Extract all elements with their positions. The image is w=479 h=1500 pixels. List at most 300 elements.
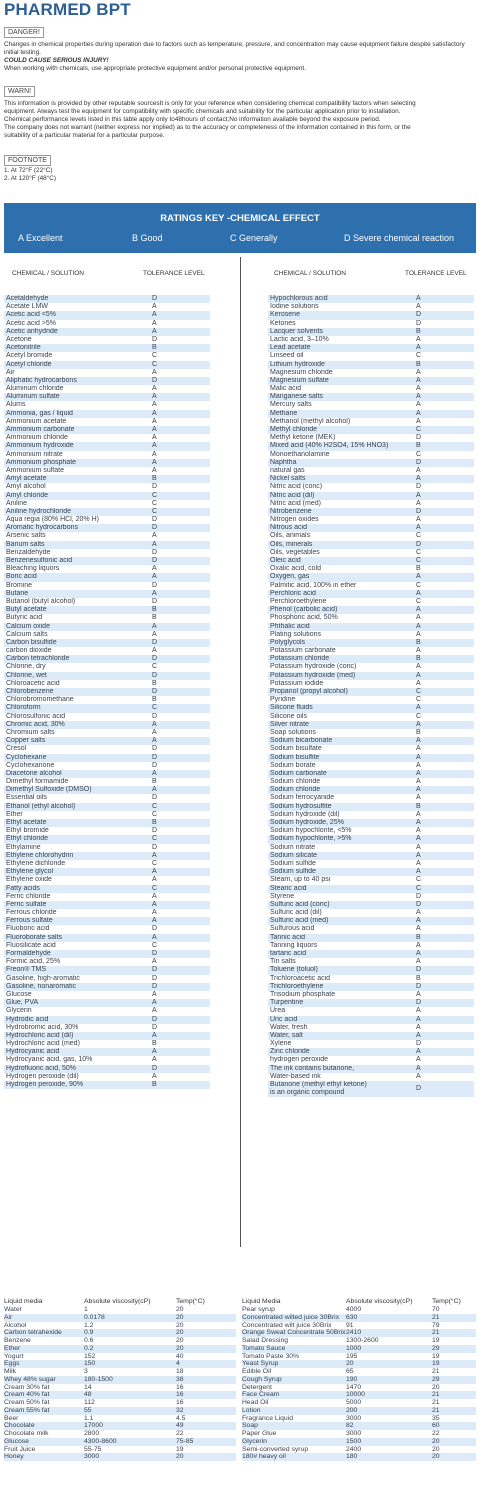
chemical-row (268, 557, 474, 565)
tolerance-level: A (152, 990, 157, 998)
tolerance-level: A (152, 540, 157, 548)
chemical-row (268, 860, 474, 868)
chemical-row (4, 500, 210, 508)
chemical-row (4, 754, 210, 762)
tolerance-level: D (152, 753, 158, 761)
chemical-row (268, 385, 474, 393)
chemical-row (268, 762, 474, 770)
tolerance-level: A (416, 368, 421, 376)
temperature-value: 29 (432, 1375, 440, 1383)
chemical-row (4, 770, 210, 778)
viscosity-value: 630 (346, 1313, 358, 1321)
chemical-row (4, 516, 210, 524)
tolerance-level: A (416, 335, 421, 343)
chemical-row (268, 852, 474, 860)
viscosity-row (242, 1430, 476, 1438)
chemical-row (268, 1007, 474, 1015)
tolerance-level: A (152, 900, 157, 908)
viscosity-row (4, 1329, 236, 1337)
chemical-name: Hydrodic acid (6, 1015, 49, 1023)
column-divider (240, 257, 241, 1247)
warn-line-3: Chemical performance levels listed in this table apply only to48hours of contact;No information available beyond the exposure period. (4, 116, 381, 123)
chemical-row (4, 295, 210, 303)
chemical-name: Lithium hydroxide (270, 360, 325, 368)
tolerance-level: A (152, 409, 157, 417)
chemical-row (4, 672, 210, 680)
tolerance-level: A (416, 614, 421, 622)
chemical-row (268, 492, 474, 500)
chemical-row (4, 361, 210, 369)
chemical-row (268, 803, 474, 811)
chemical-name: Ethyl chloride (6, 835, 49, 843)
chemical-name: Linseed oil (270, 352, 304, 360)
viscosity-value: 3000 (346, 1414, 362, 1422)
tolerance-level: A (416, 524, 421, 532)
viscosity-row (4, 1399, 236, 1407)
chemical-name: Acetaldehyde (6, 295, 49, 302)
tolerance-level: A (416, 851, 421, 859)
chemical-name: Dimethyl Sulfoxide (DMSO) (6, 786, 92, 794)
tolerance-level: A (416, 491, 421, 499)
chemical-row (4, 631, 210, 639)
viscosity-row (242, 1399, 476, 1407)
chemical-name: Aromatic hydrocarbons (6, 524, 78, 532)
viscosity-value: 1.2 (84, 1321, 94, 1329)
chemical-name-line-1: Butanone (methyl ethyl ketone) (270, 1081, 367, 1088)
chemical-name: Ethylamine (6, 843, 41, 851)
chemical-row (4, 582, 210, 590)
chemical-name: Calcium salts (6, 630, 48, 638)
liquid-medium: Paper Glue (242, 1430, 277, 1437)
chemical-name: Monoethanolamine (270, 450, 330, 458)
liquid-medium: Water (4, 1306, 22, 1313)
tolerance-level: A (152, 647, 157, 655)
chemical-row (268, 999, 474, 1007)
chemical-row (4, 1032, 210, 1040)
tolerance-level: C (152, 663, 158, 671)
tolerance-level: A (416, 1064, 421, 1072)
tolerance-level: C (152, 352, 158, 360)
chemical-row (4, 475, 210, 483)
chemical-name: Sulfurous acid (270, 925, 315, 933)
chemical-row (268, 361, 474, 369)
tolerance-level: C (416, 696, 422, 704)
chemical-name: Ammonium phosphate (6, 458, 77, 466)
tolerance-level: D (416, 1085, 422, 1092)
chemical-name: Phosphoric acid, 50% (270, 614, 338, 622)
chemical-row (268, 410, 474, 418)
chemical-name: Ethanol (ethyl alcohol) (6, 802, 76, 810)
tolerance-level: A (416, 295, 421, 302)
chemical-name: Soap solutions (270, 728, 316, 736)
chemical-row (268, 655, 474, 663)
tolerance-level: A (416, 745, 421, 753)
chemical-row (268, 729, 474, 737)
chemical-row (4, 614, 210, 622)
tolerance-level: D (416, 507, 422, 515)
chemical-row (4, 442, 210, 450)
chemical-name: Plating solutions (270, 630, 321, 638)
tolerance-level: B (152, 475, 157, 483)
viscosity-value: 2800 (84, 1430, 100, 1437)
chemical-row (4, 778, 210, 786)
chemical-row (4, 811, 210, 819)
temperature-value: 4 (176, 1360, 180, 1368)
chemical-name: Oils, animals (270, 532, 311, 540)
chemical-name: Sulfuric acid (conc) (270, 900, 330, 908)
chemical-name: Sodium borate (270, 761, 316, 769)
tolerance-level: C (152, 810, 158, 818)
right-chemical-table (268, 295, 474, 1097)
chemical-name: Sodium hydroxide (dil) (270, 810, 340, 818)
tolerance-level: D (416, 966, 422, 974)
chemical-name: Fatty acids (6, 884, 40, 892)
chemical-row (268, 516, 474, 524)
tolerance-level: B (152, 696, 157, 704)
tolerance-level: A (416, 679, 421, 687)
chemical-name: Tin salts (270, 958, 296, 966)
tolerance-level: A (152, 303, 157, 311)
chemical-row (268, 590, 474, 598)
chemical-row (268, 524, 474, 532)
tolerance-level: C (416, 581, 422, 589)
chemical-row (268, 925, 474, 933)
tolerance-level: D (416, 999, 422, 1007)
viscosity-row (4, 1322, 236, 1330)
chemical-name: Oxygen, gas (270, 573, 310, 581)
tolerance-level: D (152, 712, 158, 720)
chemical-row (268, 794, 474, 802)
viscosity-value: 48 (84, 1391, 92, 1399)
chemical-name: Cresol (6, 745, 27, 753)
chemical-row (4, 917, 210, 925)
chemical-name: Lacquer solvents (270, 327, 323, 335)
tolerance-level: A (152, 933, 157, 941)
tolerance-level: A (416, 720, 421, 728)
chemical-row (4, 467, 210, 475)
chemical-row (4, 1024, 210, 1032)
tolerance-level: A (152, 909, 157, 917)
chemical-name: Pyridine (270, 696, 296, 704)
chemical-name: Acetyl bromide (6, 352, 53, 360)
chemical-row (4, 942, 210, 950)
warn-line-5: suitability of a particular material for a particular purpose. (4, 132, 165, 139)
chemical-name-line-2: is an organic compound (270, 1088, 345, 1096)
tolerance-level: A (416, 663, 421, 671)
viscosity-row (4, 1446, 236, 1454)
chemical-row (4, 311, 210, 319)
chemical-row (4, 934, 210, 942)
chemical-name: Glycerin (6, 1007, 32, 1015)
tolerance-level: D (152, 295, 158, 302)
tolerance-level: D (152, 950, 158, 957)
chemical-row (268, 442, 474, 450)
temperature-value: 20 (176, 1344, 184, 1352)
viscosity-value: 91 (346, 1321, 354, 1329)
viscosity-value: 55 (84, 1406, 92, 1414)
chemical-row (268, 786, 474, 794)
tolerance-level: D (152, 794, 158, 802)
chemical-name: Oxalic acid, cold (270, 565, 321, 573)
chemical-name: tartaric acid (270, 950, 307, 957)
viscosity-row (242, 1391, 476, 1399)
chemical-name: Amyl acetate (6, 475, 47, 483)
tolerance-level: C (152, 941, 158, 949)
chemical-row (268, 459, 474, 467)
chemical-row (4, 369, 210, 377)
viscosity-row (4, 1368, 236, 1376)
chemical-name: Butanol (butyl alcohol) (6, 597, 76, 605)
chemical-row (4, 885, 210, 893)
chemical-row (4, 999, 210, 1007)
tolerance-level: A (416, 1031, 421, 1039)
tolerance-level: A (416, 401, 421, 409)
chemical-name: Sodium silicate (270, 851, 318, 859)
tolerance-level: A (152, 426, 157, 433)
viscosity-table-right (242, 1297, 476, 1461)
liquid-medium: Fragrance Liquid (242, 1414, 294, 1422)
chemical-name: Sodium sulfide (270, 859, 316, 867)
chemical-name: The ink contains butanone, (270, 1064, 355, 1072)
tolerance-level: A (416, 393, 421, 401)
tolerance-level: C (416, 884, 422, 892)
chemical-row (4, 762, 210, 770)
viscosity-row (242, 1415, 476, 1423)
tolerance-level: C (416, 426, 422, 433)
chemical-name: Fluosilicate acid (6, 941, 56, 949)
tolerance-level: A (416, 990, 421, 998)
tolerance-level: A (152, 565, 157, 573)
chemical-row (4, 680, 210, 688)
chemical-row (268, 508, 474, 516)
chemical-row (4, 713, 210, 721)
chemical-name: Nickel salts (270, 475, 306, 483)
tolerance-level: A (416, 466, 421, 474)
tolerance-level: A (152, 393, 157, 401)
temperature-value: 20 (432, 1437, 440, 1445)
chemical-name: Perchloroethylene (270, 597, 327, 605)
ratings-key-title: RATINGS KEY -CHEMICAL EFFECT (160, 213, 320, 224)
warn-label: WARN! (4, 86, 35, 97)
chemical-row (268, 983, 474, 991)
liquid-medium: Carbon tetrahexide (4, 1329, 62, 1337)
tolerance-level: D (416, 900, 422, 908)
chemical-name: Sodium hypochlorite, >5% (270, 835, 352, 843)
chemical-name: Iodine solutions (270, 303, 319, 311)
chemical-row (4, 688, 210, 696)
right-tol-header: TOLERANCE LEVEL (405, 270, 467, 277)
chemical-name: Essential oils (6, 794, 47, 802)
chemical-row (268, 868, 474, 876)
tolerance-level: A (416, 647, 421, 655)
tolerance-level: D (152, 966, 158, 974)
chemical-name: Sodium bicarbonate (270, 737, 333, 745)
chemical-name: Mixed acid (40% H2SO4, 15% HNO3) (270, 442, 389, 450)
chemical-row (4, 524, 210, 532)
chemical-row (4, 966, 210, 974)
tolerance-level: A (416, 859, 421, 867)
chemical-row (4, 893, 210, 901)
tolerance-level: C (416, 450, 422, 458)
tolerance-level: A (152, 1007, 157, 1015)
viscosity-row (242, 1368, 476, 1376)
tolerance-level: A (152, 622, 157, 630)
chemical-row (268, 958, 474, 966)
tolerance-level: D (152, 745, 158, 753)
liquid-medium: Glucose (4, 1437, 29, 1445)
temperature-value: 19 (432, 1352, 440, 1360)
chemical-name: Ethylene dichloride (6, 859, 66, 867)
tolerance-level: A (152, 630, 157, 638)
chemical-name: Aluminum sulfate (6, 393, 60, 401)
tolerance-level: B (416, 802, 421, 810)
viscosity-value: 180-1500 (84, 1375, 113, 1383)
chemical-name: Nitric acid (dil) (270, 491, 315, 499)
chemical-name: Glue, PVA (6, 999, 39, 1007)
tolerance-level: D (152, 638, 158, 646)
chemical-name: Ferrous chloride (6, 909, 57, 917)
chemical-row (268, 541, 474, 549)
chemical-row (268, 467, 474, 475)
chemical-name: Phthalic acid (270, 622, 310, 630)
liquid-medium: Concentrated wilt juice 30Brix (242, 1321, 332, 1329)
chemical-name: Formic acid, 25% (6, 958, 61, 966)
liquid-medium: Whey 48% sugar (4, 1375, 56, 1383)
tolerance-level: D (152, 827, 158, 835)
liquid-medium: Concentrated wilted juice 30Brix (242, 1313, 340, 1321)
liquid-medium: Orange Sweat Concentrate 50Brix (242, 1329, 346, 1337)
viscosity-value: 17000 (84, 1422, 103, 1430)
chemical-name: Butyl acetate (6, 606, 47, 614)
chemical-name: Ammonium hydroxide (6, 442, 74, 450)
tolerance-level: B (416, 728, 421, 736)
chemical-name: Amyl alcohol (6, 483, 46, 491)
media-header: Liquid Media (242, 1298, 281, 1305)
tolerance-level: A (152, 999, 157, 1007)
left-tol-header: TOLERANCE LEVEL (143, 270, 205, 277)
tolerance-level: C (416, 352, 422, 360)
tolerance-level: D (152, 597, 158, 605)
chemical-row (4, 483, 210, 491)
viscosity-row (242, 1384, 476, 1392)
temperature-value: 21 (432, 1313, 440, 1321)
tolerance-level: A (152, 737, 157, 745)
chemical-name: Alums (6, 401, 26, 409)
liquid-medium: Salad Dressing (242, 1337, 289, 1344)
chemical-name: Sodium chloride (270, 778, 321, 786)
chemical-name: Acetic anhydride (6, 327, 58, 335)
tolerance-level: D (416, 540, 422, 548)
temperature-value: 20 (176, 1453, 184, 1461)
chemical-row (268, 1081, 474, 1097)
chemical-row (268, 704, 474, 712)
chemical-name: Bleaching liquors (6, 565, 60, 573)
temperature-value: 4.5 (176, 1414, 186, 1422)
chemical-row (268, 909, 474, 917)
tolerance-level: A (152, 1056, 157, 1064)
chemical-row (268, 754, 474, 762)
chemical-row (268, 1073, 474, 1081)
chemical-name: Acetic acid <5% (6, 311, 56, 319)
viscosity-row (4, 1345, 236, 1353)
chemical-row (4, 1065, 210, 1073)
viscosity-row (4, 1360, 236, 1368)
liquid-medium: Tomato Paste 30% (242, 1352, 300, 1360)
tolerance-level: C (152, 499, 158, 507)
tolerance-level: A (416, 786, 421, 794)
chemical-name: Turpentine (270, 999, 304, 1007)
chemical-name: Sodium nitrate (270, 843, 316, 851)
chemical-name: Butyric acid (6, 614, 43, 622)
temperature-value: 19 (432, 1337, 440, 1344)
chemical-row (4, 663, 210, 671)
chemical-name: Ferrous sulfate (6, 917, 53, 925)
tolerance-level: D (152, 1015, 158, 1023)
chemical-row (4, 803, 210, 811)
tolerance-level: C (416, 557, 422, 564)
tolerance-level: D (152, 761, 158, 769)
viscosity-value: 1470 (346, 1383, 362, 1391)
chemical-row (4, 352, 210, 360)
viscosity-row (4, 1353, 236, 1361)
chemical-row (268, 680, 474, 688)
liquid-medium: Glycerin (242, 1437, 267, 1445)
chemical-name: Ketones (270, 319, 296, 327)
chemical-row (268, 500, 474, 508)
temperature-value: 75-85 (176, 1437, 194, 1445)
danger-label: DANGER! (4, 27, 44, 38)
tolerance-level: A (416, 475, 421, 483)
tolerance-level: A (152, 450, 157, 458)
chemical-row (4, 451, 210, 459)
temperature-value: 16 (176, 1399, 184, 1406)
chemical-row (4, 541, 210, 549)
key-d: D Severe chemical reaction (344, 233, 455, 243)
chemical-name: Methanol (methyl alcohol) (270, 417, 351, 425)
tolerance-level: D (416, 1040, 422, 1048)
chemical-name: Boric acid (6, 573, 37, 581)
chemical-row (4, 320, 210, 328)
chemical-name: Chloroform (6, 704, 41, 712)
chemical-row (268, 532, 474, 540)
tolerance-level: A (416, 950, 421, 957)
chemical-name: Silicone oils (270, 712, 307, 720)
chemical-name: Ethyl acetate (6, 819, 47, 826)
tolerance-level: C (152, 859, 158, 867)
chemical-row (268, 483, 474, 491)
chemical-name: Sodium hypochlorite, <5% (270, 827, 352, 835)
tolerance-level: A (416, 376, 421, 384)
viscosity-value: 55-75 (84, 1445, 102, 1453)
tolerance-level: D (152, 581, 158, 589)
chemical-name: Calcium oxide (6, 622, 50, 630)
tolerance-level: B (152, 614, 157, 622)
chemical-name: Hydrofluoric acid, 50% (6, 1064, 77, 1072)
temperature-value: 19 (432, 1360, 440, 1368)
chemical-name: Stearic acid (270, 884, 307, 892)
chemical-row (268, 549, 474, 557)
temperature-value: 20 (176, 1321, 184, 1329)
chemical-row (268, 827, 474, 835)
chemical-name: Barium salts (6, 540, 45, 548)
chemical-row (4, 336, 210, 344)
chemical-name: Nitrogen oxides (270, 516, 319, 524)
chemical-row (4, 860, 210, 868)
chemical-name: Arsenic salts (6, 532, 46, 540)
tolerance-level: C (152, 360, 158, 368)
tolerance-level: A (416, 843, 421, 851)
temp-header: Temp(°C) (432, 1298, 461, 1305)
